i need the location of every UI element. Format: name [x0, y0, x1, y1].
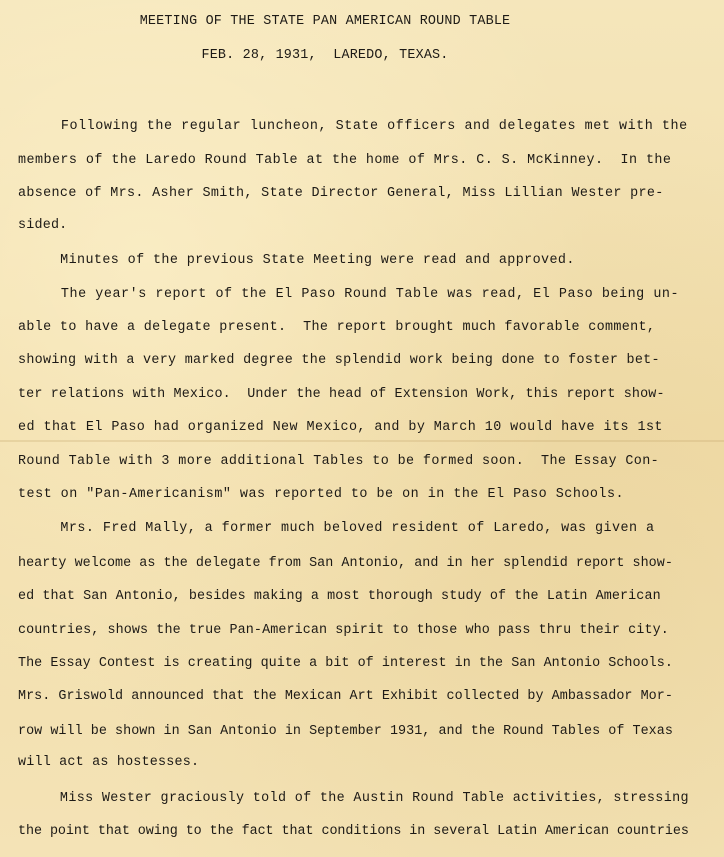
text-line: ed that San Antonio, besides making a most thorough study of the Latin American [18, 589, 661, 604]
text-line: Miss Wester graciously told of the Austin Round Table activities, stressing [18, 791, 689, 806]
text-line: showing with a very marked degree the splendid work being done to foster bet- [18, 353, 660, 368]
text-line: test on "Pan-Americanism" was reported to be on in the El Paso Schools. [18, 487, 625, 502]
text-line: absence of Mrs. Asher Smith, State Director General, Miss Lillian Wester pre- [18, 186, 664, 201]
text-line: Minutes of the previous State Meeting were read and approved. [18, 253, 575, 268]
text-line: sided. [18, 218, 68, 233]
text-line: the point that owing to the fact that conditions in several Latin American countries [18, 824, 689, 839]
document-title: MEETING OF THE STATE PAN AMERICAN ROUND TABLE [139, 14, 511, 29]
text-line: ed that El Paso had organized New Mexico, and by March 10 would have its 1st [18, 420, 663, 435]
text-line: countries, shows the true Pan-American spirit to those who pass thru their city. [18, 623, 669, 638]
text-line: Following the regular luncheon, State officers and delegates met with the [18, 119, 688, 134]
text-line: Round Table with 3 more additional Tables to be formed soon. The Essay Con- [18, 454, 660, 469]
text-line: row will be shown in San Antonio in September 1931, and the Round Tables of Texas [18, 724, 673, 739]
text-line: Mrs. Griswold announced that the Mexican Art Exhibit collected by Ambassador Mor- [18, 689, 673, 704]
text-line: Mrs. Fred Mally, a former much beloved resident of Laredo, was given a [18, 521, 655, 536]
text-line: hearty welcome as the delegate from San Antonio, and in her splendid report show- [18, 556, 673, 571]
text-line: will act as hostesses. [18, 755, 200, 770]
text-line: able to have a delegate present. The report brought much favorable comment, [18, 320, 656, 335]
date-location-line: FEB. 28, 1931, LAREDO, TEXAS. [201, 48, 449, 63]
text-line: The year's report of the El Paso Round Table was read, El Paso being un- [18, 287, 680, 302]
text-line: The Essay Contest is creating quite a bit of interest in the San Antonio Schools. [18, 656, 673, 671]
text-line: ter relations with Mexico. Under the head of Extension Work, this report show- [18, 387, 665, 402]
text-line: members of the Laredo Round Table at the home of Mrs. C. S. McKinney. In the [18, 153, 672, 168]
